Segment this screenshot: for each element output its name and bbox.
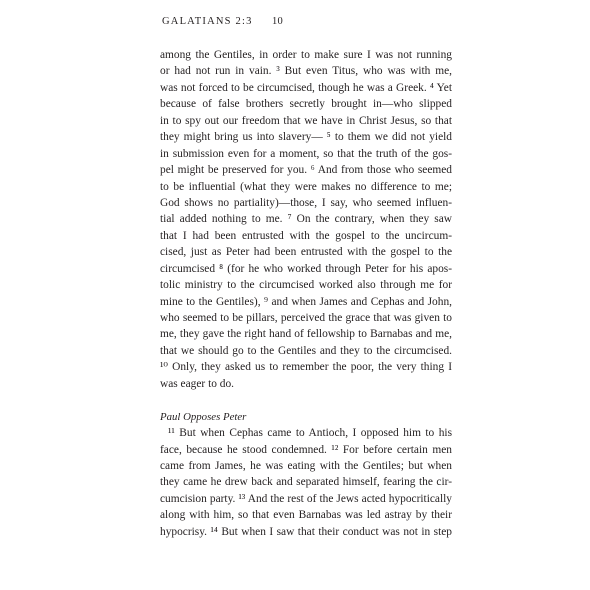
text-line: hypocrisy. ¹⁴ But when I saw that their conduct was not in step: [160, 525, 452, 538]
page-header: [162, 14, 462, 30]
section-heading: Paul Opposes Peter: [160, 410, 247, 423]
text-line: was eager to do.: [160, 377, 235, 390]
text-line: mine to the Gentiles), ⁹ and when James and Cephas and John,: [160, 295, 452, 308]
body-text: [160, 47, 452, 540]
text-line: they came he drew back and separated himself, fearing the cir-: [160, 476, 452, 489]
text-line: in submission even for a moment, so that the truth of the gos-: [160, 147, 452, 160]
text-line: that we should go to the Gentiles and they to the circumcised.: [160, 344, 452, 357]
text-line: cised, just as Peter had been entrusted with the gospel to the: [160, 246, 452, 259]
text-line: tial added nothing to me. ⁷ On the contrary, when they saw: [160, 213, 452, 226]
page-number: 10: [272, 16, 284, 27]
text-line: who seemed to be pillars, perceived the grace that was given to: [160, 312, 452, 324]
text-line: face, because he stood condemned. ¹² For before certain men: [160, 443, 452, 456]
text-line: ¹¹ But when Cephas came to Antioch, I opposed him to his: [168, 427, 452, 440]
text-line: to be influential (what they were makes no difference to me;: [160, 180, 452, 193]
text-line: came from James, he was eating with the Gentiles; but when: [160, 459, 452, 472]
text-line: because of false brothers secretly brought in—who slipped: [160, 98, 452, 111]
text-line: along with him, so that even Barnabas was led astray by their: [160, 509, 452, 522]
text-line: ¹⁰ Only, they asked us to remember the poor, the very thing I: [160, 361, 452, 374]
text-line: cumcision party. ¹³ And the rest of the Jews acted hypocritically: [160, 492, 452, 505]
paragraph-verses-11-14: [160, 425, 452, 540]
text-line: pel might be preserved for you. ⁶ And from those who seemed: [160, 164, 452, 177]
text-line: or had not run in vain. ³ But even Titus, who was with me,: [160, 65, 452, 78]
text-line: tolic ministry to the circumcised worked also through me for: [160, 279, 452, 292]
text-line: was not forced to be circumcised, though he was a Greek. ⁴ Yet: [160, 81, 452, 94]
section-break: [160, 392, 452, 408]
paragraph-verses-2-10: [160, 47, 452, 392]
text-line: that I had been entrusted with the gospel to the uncircum-: [160, 229, 452, 242]
text-line: in to spy out our freedom that we have in Christ Jesus, so that: [160, 114, 452, 127]
text-line: God shows no partiality)—those, I say, who seemed influen-: [160, 196, 452, 209]
text-line: they might bring us into slavery— ⁵ to them we did not yield: [160, 131, 452, 144]
text-line: me, they gave the right hand of fellowship to Barnabas and me,: [160, 328, 452, 341]
text-line: circumcised ⁸ (for he who worked through Peter for his apos-: [160, 262, 452, 275]
running-head: GALATIANS 2:3: [162, 16, 253, 27]
text-line: among the Gentiles, in order to make sure I was not running: [160, 49, 452, 61]
